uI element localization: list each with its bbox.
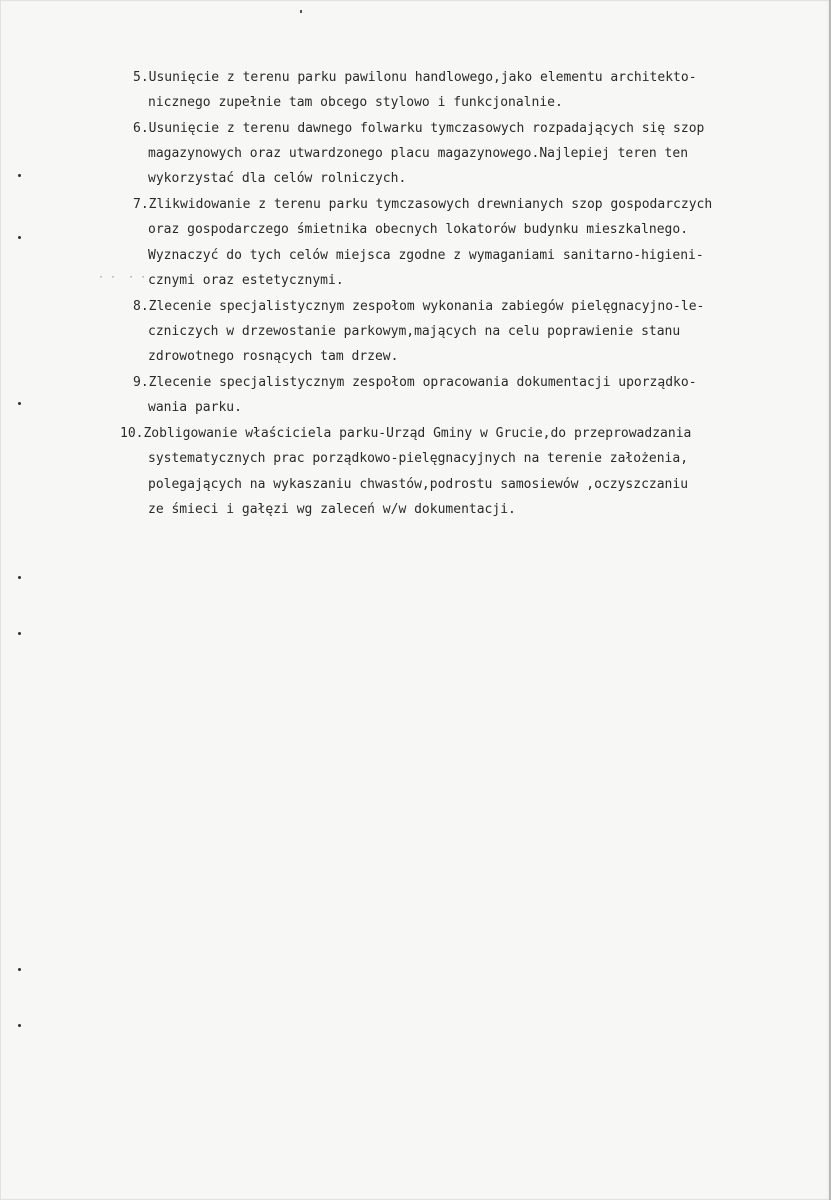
text-line: 10.Zobligowanie właściciela parku-Urząd Gminy w Grucie,do przeprowadzania xyxy=(120,426,692,441)
text-line: 5.Usunięcie z terenu parku pawilonu handlowego,jako elementu architekto- xyxy=(133,70,697,85)
margin-smudge: · · · · xyxy=(98,272,147,283)
text-line: wania parku. xyxy=(148,400,242,415)
punch-hole xyxy=(18,576,21,579)
punch-hole xyxy=(18,1024,21,1027)
punch-hole xyxy=(18,968,21,971)
text-line: wykorzystać dla celów rolniczych. xyxy=(148,171,407,186)
punch-hole xyxy=(18,174,21,177)
text-line: 8.Zlecenie specjalistycznym zespołom wykonania zabiegów pielęgnacyjno-le- xyxy=(133,299,705,314)
page-mark xyxy=(300,10,302,13)
text-line: 6.Usunięcie z terenu dawnego folwarku tymczasowych rozpadających się szop xyxy=(133,121,705,136)
text-line: nicznego zupełnie tam obcego stylowo i funkcjonalnie. xyxy=(148,95,563,110)
punch-hole xyxy=(18,236,21,239)
punch-hole xyxy=(18,402,21,405)
text-line: ze śmieci i gałęzi wg zaleceń w/w dokumentacji. xyxy=(148,502,516,517)
text-line: czniczych w drzewostanie parkowym,mających na celu poprawienie stanu xyxy=(148,324,681,339)
text-line: oraz gospodarczego śmietnika obecnych lokatorów budynku mieszkalnego. xyxy=(148,222,689,237)
text-line: zdrowotnego rosnących tam drzew. xyxy=(148,349,399,364)
text-line: 7.Zlikwidowanie z terenu parku tymczasowych drewnianych szop gospodarczych xyxy=(133,197,713,212)
text-line: 9.Zlecenie specjalistycznym zespołom opracowania dokumentacji uporządko- xyxy=(133,375,697,390)
text-line: polegających na wykaszaniu chwastów,podrostu samosiewów ,oczyszczaniu xyxy=(148,477,689,492)
punch-hole xyxy=(18,632,21,635)
text-line: cznymi oraz estetycznymi. xyxy=(148,273,344,288)
text-line: systematycznych prac porządkowo-pielęgnacyjnych na terenie założenia, xyxy=(148,451,689,466)
text-line: Wyznaczyć do tych celów miejsca zgodne z wymaganiami sanitarno-higieni- xyxy=(148,248,704,263)
text-line: magazynowych oraz utwardzonego placu magazynowego.Najlepiej teren ten xyxy=(148,146,689,161)
